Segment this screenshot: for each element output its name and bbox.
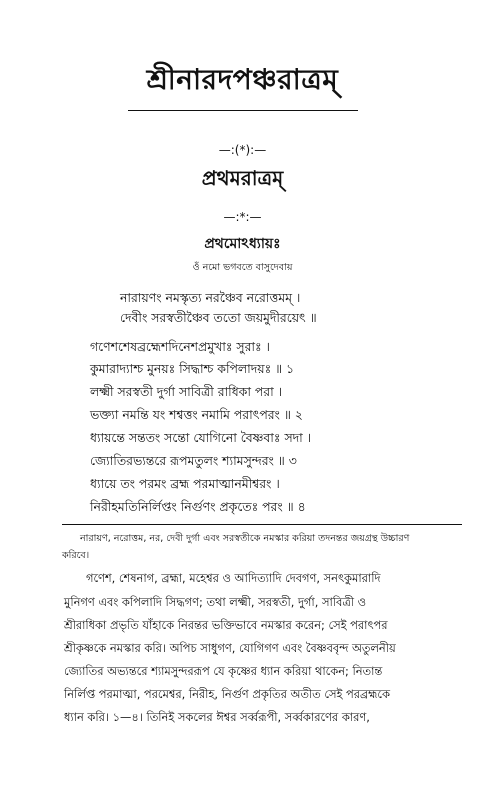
verse-line: ধ্যায়ে তং পরমং ব্রহ্ম পরমাত্মানমীশ্বরং । [90,476,280,491]
page-title: শ্রীনারদপঞ্চরাত্রম্ [146,63,339,96]
translation-line: গণেশ, শেষনাগ, ব্রহ্মা, মহেশ্বর ও আদিত্যাদি দেবগণ, সনৎকুমারাদি [86,571,381,585]
translation-line: মুনিগণ এবং কপিলাদি সিদ্ধগণ; তথা লক্ষ্মী, সরস্বতী, দুর্গা, সাবিত্রী ও [64,595,366,609]
verse-line: গণেশশেষব্রহ্মেশদিনেশপ্রমুখাঃ সুরাঃ । [90,339,270,354]
verse-line: নারায়ণং নমস্কৃত্য নরঞ্চৈব নরোত্তমম্ । [120,290,301,305]
verse-line: জ্যোতিরভ্যন্তরে রূপমতুলং শ্যামসুন্দরং ॥ ৩ [90,453,297,468]
ornament-divider-1: —:(*):— [218,143,267,157]
translation-line: নির্লিপ্ত পরমাত্মা, পরমেশ্বর, নিরীহ, নির্গুণ প্রকৃতির অতীত সেই পরব্রহ্মকে [64,687,390,701]
verse-line: ধ্যায়ন্তে সন্ততং সন্তো যোগিনো বৈষ্ণবাঃ সদা । [90,430,312,445]
chapter-heading: প্রথমোঽধ্যায়ঃ [204,236,281,252]
section-subtitle: প্রথমরাত্রম্ [201,166,284,190]
translation-line: জ্যোতির অভ্যন্তরে শ্যামসুন্দররূপ যে কৃষ্ণের ধ্যান করিয়া থাকেন; নিতান্ত [64,664,383,678]
verse-line: কুমারাদ্যাশ্চ মুনয়ঃ সিদ্ধাশ্চ কপিলাদয়ঃ ॥ ১ [90,361,295,376]
verse-line: দেবীং সরস্বতীঞ্চৈব ততো জয়মুদীরয়েৎ ॥ [120,310,317,325]
verse-line: ভক্ত্যা নমন্তি যং শশ্বত্তং নমামি পরাৎপরং ॥ ২ [90,407,303,422]
translation-line: ধ্যান করি। ১—৪। তিনিই সকলের ঈশ্বর সর্ব্বরূপী, সর্ব্বকারণের কারণ, [64,710,370,724]
footnote-line: করিবে। [62,550,90,561]
footnote-line: নারায়ণ, নরোত্তম, নর, দেবী দুর্গা এবং সরস্বতীকে নমস্কার করিয়া তদনন্তর জয়গ্রন্থ উচ্চারণ [80,533,410,544]
ornament-divider-2: —:*:— [223,210,262,224]
verse-line: নিরীহমতিনির্লিপ্তং নির্গুণং প্রকৃতেঃ পরং ॥ ৪ [90,499,306,514]
invocation-line: ওঁ নমো ভগবতে বাসুদেবায় [192,262,293,273]
footnote-divider [62,524,462,525]
translation-line: শ্রীরাধিকা প্রভৃতি যাঁহাকে নিরন্তর ভক্তিভাবে নমস্কার করেন; সেই পরাৎপর [64,618,388,632]
verse-line: লক্ষ্মী সরস্বতী দুর্গা সাবিত্রী রাধিকা পরা । [90,384,283,399]
title-underline [128,110,358,111]
translation-line: শ্রীকৃষ্ণকে নমস্কার করি। অপিচ সাধুগণ, যোগিগণ এবং বৈষ্ণববৃন্দ অতুলনীয় [64,641,396,655]
